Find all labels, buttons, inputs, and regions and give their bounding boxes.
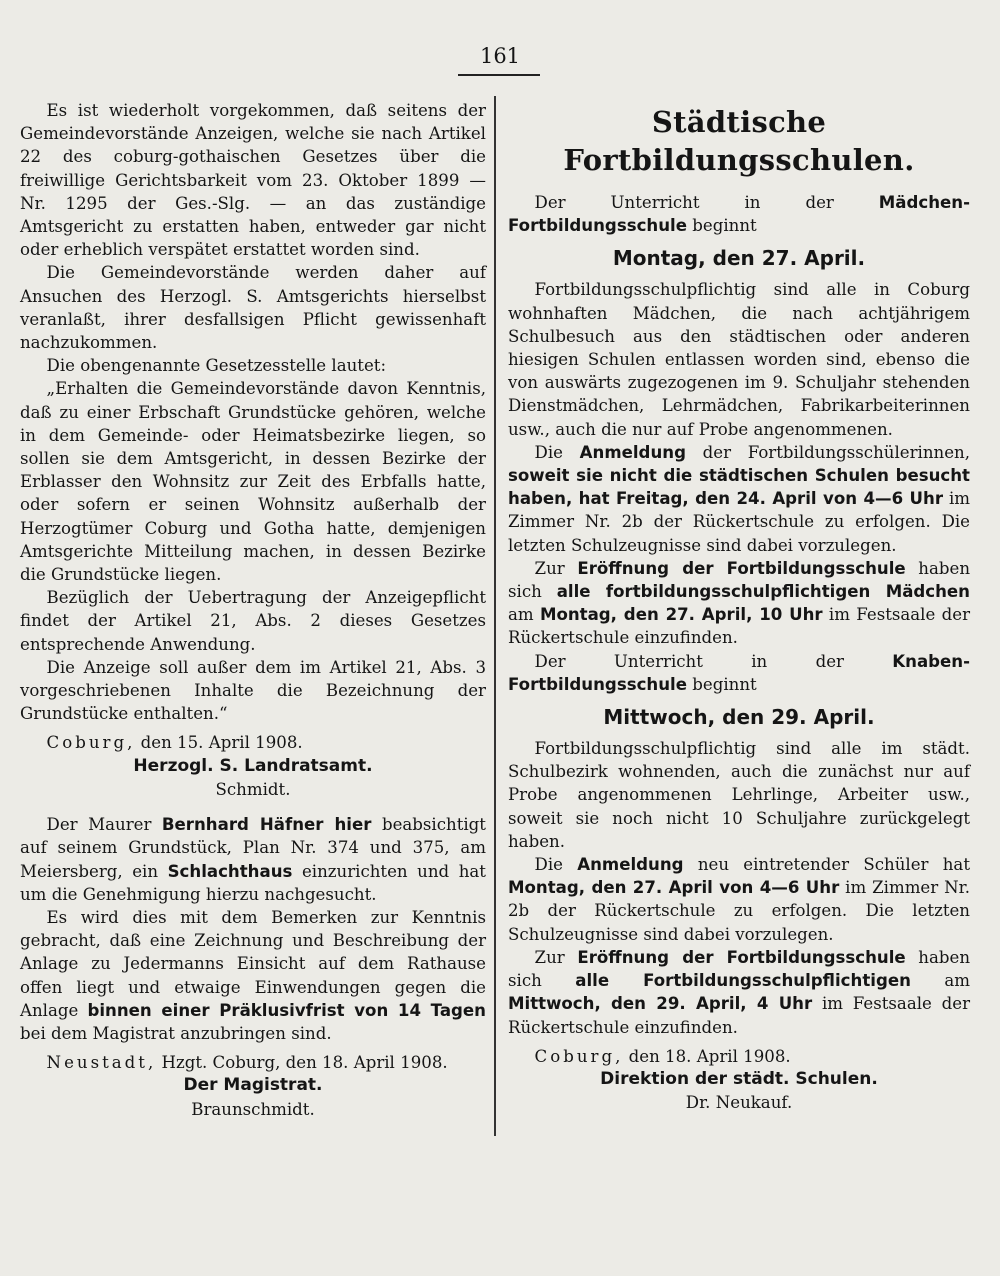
dateline [20,731,486,754]
dateline-place: Coburg, [46,733,136,753]
bold-term: Mädchen-Fortbildungsschule [508,193,970,236]
paragraph [508,557,970,650]
text-run: Die [534,442,580,462]
text-run: im Zimmer Nr. 2b der Rückertschule zu erfolgen. Die letzten Schulzeugnisse sind dabei vorzulegen. [508,878,970,944]
paragraph [508,853,970,946]
dateline-place: Coburg, [534,1046,624,1066]
text-run: neu eintretender Schüler hat [683,855,970,875]
left-column [20,99,486,1121]
text-run: beginnt [686,674,757,694]
dateline [508,1045,970,1068]
bold-term: binnen einer Präklusivfrist von 14 Tagen [87,1000,486,1020]
signature-name: Schmidt. [215,779,291,799]
text-run: Es wird dies mit dem Bemerken zur Kenntnis gebracht, daß eine Zeichnung und Beschreibung der Anlage zu Jedermanns Einsicht auf dem Rathause offen liegt und etwaige Einwendungen gegen die Anlage [20,907,486,1020]
start-date-heading: Mittwoch, den 29. April. [603,705,875,730]
dateline [20,1051,486,1074]
notice-title: Städtische Fortbildungsschulen. [563,105,915,177]
paragraph: Die Gemeindevorstände werden daher auf Ansuchen des Herzogl. S. Amtsgerichts hierselbst veranlaßt, ihrer desfallsigen Pflicht gewissenhaft nachzukommen. [20,263,486,353]
text-run: beginnt [686,216,757,236]
paragraph: Die obengenannte Gesetzesstelle lautet: [46,356,387,376]
bold-term: soweit sie nicht die städtischen Schulen besucht haben, hat Freitag, den 24. April von 4—6 Uhr [508,466,970,509]
signature-authority: Der Magistrat. [183,1075,323,1096]
text-run: einzurichten und hat um die Genehmigung hierzu nachgesucht. [20,861,486,904]
notice-amtsgericht [20,99,486,801]
bold-term: Anmeldung [577,855,684,875]
paragraph [508,650,970,696]
paragraph: Fortbildungsschulpflichtig sind alle im städt. Schulbezirk wohnenden, auch die zunächst nur auf Probe angenommenen Lehrlinge, Arbeiter usw., soweit sie noch nicht 10 Schuljahre zurückgelegt haben. [508,739,970,851]
text-run: Der Maurer [46,815,162,835]
paragraph [508,441,970,557]
text-run: am [508,605,540,625]
page-number: 161 [479,44,521,68]
right-column [508,99,970,1114]
bold-term: Montag, den 27. April, 10 Uhr [539,605,823,625]
column-divider [494,96,496,1136]
person-name: Bernhard Häfner hier [161,815,372,835]
start-date-heading: Montag, den 27. April. [612,246,866,271]
paragraph: Es ist wiederholt vorgekommen, daß seitens der Gemeindevorstände Anzeigen, welche sie nach Artikel 22 des coburg-gothaischen Gesetzes über die freiwillige Gerichtsbarkeit vom 23. Oktober 1899 — Nr. 1295 der Ges.-Slg. — an das zuständige Amtsgericht zu erstatten haben, entweder gar nicht oder erheblich verspätet erstattet worden sind. [20,101,486,260]
text-run: der Fortbildungsschülerinnen, [685,442,970,462]
bold-term: Eröffnung der Fortbildungsschule [577,558,906,578]
dateline-date: den 18. April 1908. [623,1046,791,1066]
text-run: im Festsaale der Rückertschule einzufinden. [508,994,971,1037]
paragraph [508,191,970,237]
bold-term: Schlachthaus [167,861,293,881]
paragraph: Fortbildungsschulpflichtig sind alle in Coburg wohnhaften Mädchen, die nach achtjährigem Schulbesuch aus den städtischen oder anderen hiesigen Schulen entlassen worden sind, ebenso die von auswärts zugezogenen im 9. Schuljahr stehenden Dienstmädchen, Lehrmädchen, Fabrikarbeiterinnen usw., auch die nur auf Probe angenommenen. [508,280,970,439]
page-number-rule [458,74,540,76]
bold-term: Montag, den 27. April von 4—6 Uhr [508,878,840,898]
text-run: bei dem Magistrat anzubringen sind. [20,1023,332,1043]
quoted-paragraph: Die Anzeige soll außer dem im Artikel 21, Abs. 3 vorgeschriebenen Inhalte die Bezeichnung der Grundstücke enthalten.“ [20,657,486,724]
signature-name: Braunschmidt. [191,1099,315,1119]
quoted-paragraph: „Erhalten die Gemeindevorstände davon Kenntnis, daß zu einer Erbschaft Grundstücke gehören, welche in dem Gemeinde- oder Heimatsbezirke liegen, so sollen sie dem Amtsgericht, in dessen Bezirke der Erblasser den Wohnsitz zur Zeit des Erbfalls hatte, oder sofern er seinen Wohnsitz außerhalb der Herzogtümer Coburg und Gotha hatte, demjenigen Amtsgerichte Mitteilung machen, in dessen Bezirke die Grundstücke liegen. [20,379,486,585]
bold-term: alle Fortbildungsschulpflichtigen [575,971,911,991]
dateline-date: Hzgt. Coburg, den 18. April 1908. [156,1053,448,1073]
text-run: Zur [534,558,578,578]
text-run: haben sich [508,558,970,602]
text-run: haben sich [508,947,970,991]
bold-term: Knaben-Fortbildungsschule [508,651,970,694]
bold-term: alle fortbildungsschulpflichtigen Mädchen [556,582,970,602]
signature-authority: Direktion der städt. Schulen. [600,1068,878,1089]
text-run: beabsichtigt auf seinem Grundstück, Plan Nr. 374 und 375, am Meiersberg, ein [20,815,486,881]
text-run: Zur [534,947,578,967]
text-run: Der Unterricht in der [534,193,879,212]
bold-term: Mittwoch, den 29. April, 4 Uhr [508,994,813,1014]
notice-magistrat [20,813,486,1121]
paragraph [20,906,486,1045]
quoted-paragraph: Bezüglich der Uebertragung der Anzeigepflicht findet der Artikel 21, Abs. 2 dieses Gesetzes entsprechende Anwendung. [20,588,486,654]
signature-name: Dr. Neukauf. [685,1093,793,1113]
bold-term: Anmeldung [579,442,686,462]
text-run: am [910,971,970,991]
dateline-place: Neustadt, [46,1053,157,1073]
signature-authority: Herzogl. S. Landratsamt. [133,755,373,776]
text-run: im Zimmer Nr. 2b der Rückertschule zu erfolgen. Die letzten Schulzeugnisse sind dabei vorzulegen. [508,489,970,555]
bold-term: Eröffnung der Fortbildungsschule [577,947,906,967]
text-run: Die [534,855,578,875]
dateline-date: den 15. April 1908. [135,733,303,753]
paragraph [508,946,970,1039]
paragraph [20,813,486,906]
text-run: Der Unterricht in der [534,651,893,671]
text-run: im Festsaale der Rückertschule einzufinden. [508,605,971,648]
